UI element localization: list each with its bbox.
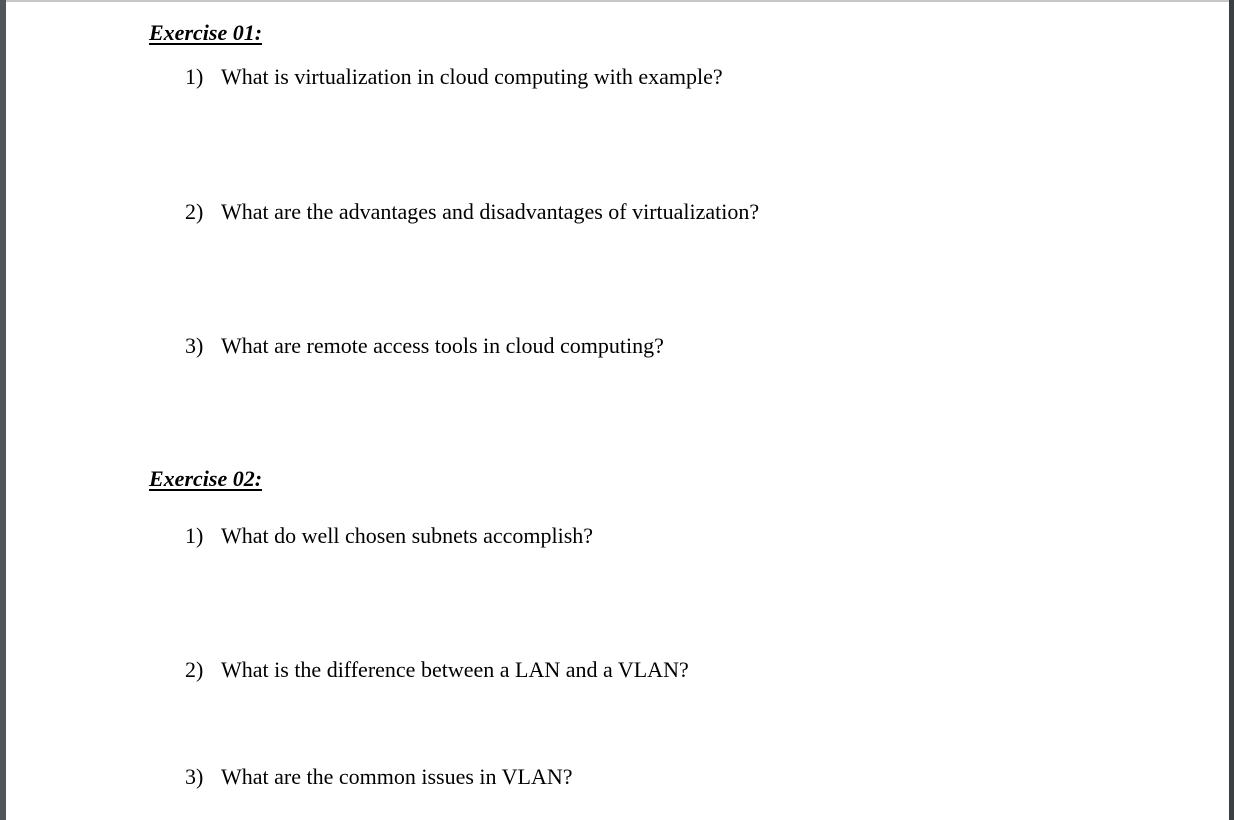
exercise-02-heading: Exercise 02: bbox=[149, 466, 263, 491]
question-number: 1) bbox=[185, 523, 204, 548]
question-text: What are remote access tools in cloud computing? bbox=[221, 333, 664, 358]
question-text: What is virtualization in cloud computing with example? bbox=[221, 64, 723, 89]
exercise-01-heading: Exercise 01: bbox=[149, 20, 263, 45]
exercise-02-question-2 bbox=[185, 659, 689, 681]
question-text: What are the advantages and disadvantages of virtualization? bbox=[221, 199, 760, 224]
question-number: 2) bbox=[185, 199, 204, 224]
exercise-02-question-3 bbox=[185, 766, 573, 788]
document-page bbox=[6, 0, 1229, 820]
exercise-02-question-1 bbox=[185, 525, 593, 547]
question-text: What are the common issues in VLAN? bbox=[221, 764, 573, 789]
question-number: 3) bbox=[185, 764, 204, 789]
question-number: 1) bbox=[185, 64, 204, 89]
exercise-01-question-1 bbox=[185, 66, 723, 88]
exercise-01-question-3 bbox=[185, 335, 664, 357]
question-text: What do well chosen subnets accomplish? bbox=[221, 523, 594, 548]
viewer-right-edge bbox=[1229, 0, 1234, 820]
question-text: What is the difference between a LAN and a VLAN? bbox=[221, 657, 689, 682]
question-number: 3) bbox=[185, 333, 204, 358]
question-number: 2) bbox=[185, 657, 204, 682]
exercise-01-question-2 bbox=[185, 201, 759, 223]
